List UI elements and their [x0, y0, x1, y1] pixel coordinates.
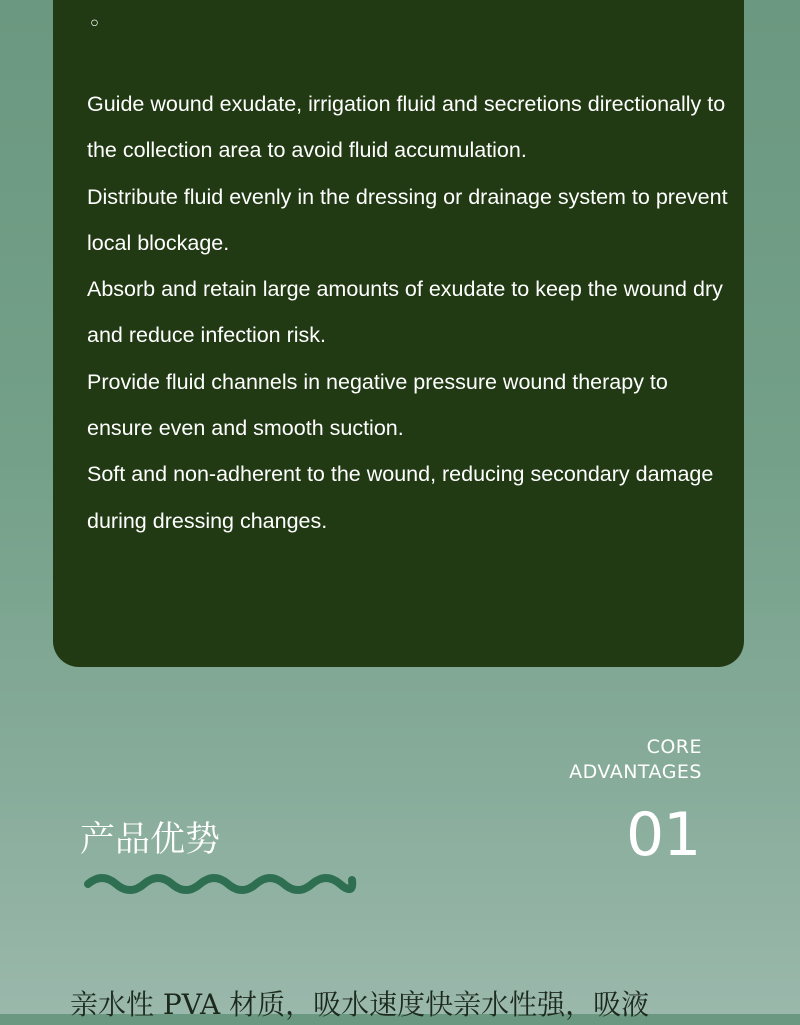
section-title: 产品优势 [80, 820, 221, 860]
wave-divider-icon [82, 871, 358, 897]
description-paragraph: Soft and non-adherent to the wound, reducing secondary damage during dressing changes. [87, 462, 714, 533]
section-number: 01 [626, 800, 701, 870]
bullet-icon: ◦ [88, 12, 101, 37]
description-paragraph: Provide fluid channels in negative pressure wound therapy to ensure even and smooth suction. [87, 369, 668, 441]
section-label-line2: ADVANTAGES [569, 761, 702, 783]
description-paragraph: Absorb and retain large amounts of exudate to keep the wound dry and reduce infection risk. [87, 277, 723, 348]
description-paragraph: Guide wound exudate, irrigation fluid and secretions directionally to the collection area to avoid fluid accumulation. [87, 92, 726, 163]
section-label [569, 735, 702, 785]
description-list [87, 81, 737, 544]
description-paragraph: Distribute fluid evenly in the dressing or drainage system to prevent local blockage. [87, 184, 728, 255]
intro-text: 亲水性 PVA 材质，吸水速度快亲水性强，吸液 [70, 988, 650, 1021]
section-label-line1: CORE [646, 736, 702, 758]
